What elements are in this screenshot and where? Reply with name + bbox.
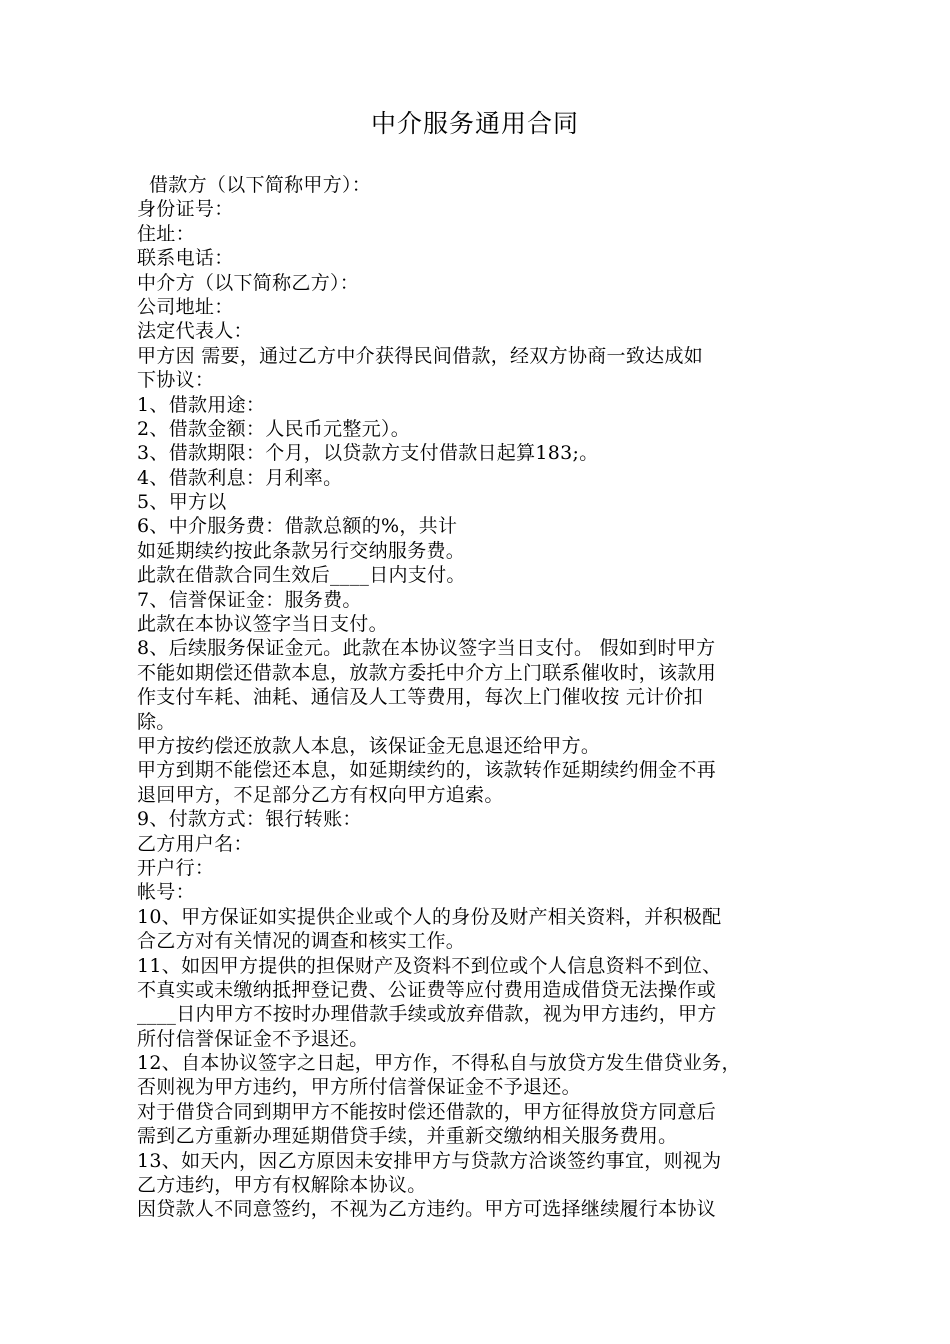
text-line: 甲方按约偿还放款人本息，该保证金无息退还给甲方。 <box>137 734 601 757</box>
text-line: 甲方因 需要，通过乙方中介获得民间借款，经双方协商一致达成如 <box>137 344 704 367</box>
text-line: 12、自本协议签字之日起，甲方作，不得私自与放贷方发生借贷业务， <box>137 1052 741 1075</box>
text-line: 借款方（以下简称甲方）： <box>149 174 372 196</box>
text-line: 8、后续服务保证金元。此款在本协议签字当日支付。 假如到时甲方 <box>137 637 716 660</box>
text-line: 7、信誉保证金：服务费。 <box>137 588 362 611</box>
text-line: 身份证号： <box>137 198 234 221</box>
text-line: 开户行： <box>137 856 215 879</box>
text-line: 13、如天内，因乙方原因未安排甲方与贷款方洽谈签约事宜，则视为 <box>137 1149 722 1172</box>
text-line: ____日内甲方不按时办理借款手续或放弃借款，视为甲方违约，甲方 <box>137 1003 717 1026</box>
text-line: 因贷款人不同意签约，不视为乙方违约。甲方可选择继续履行本协议 <box>137 1198 717 1221</box>
text-line: 乙方用户名： <box>137 832 253 855</box>
text-line: 5、甲方以 <box>137 491 227 514</box>
document-title: 中介服务通用合同 <box>370 109 579 138</box>
text-line: 所付信誉保证金不予退还。 <box>137 1027 369 1050</box>
text-line: 中介方（以下简称乙方）： <box>137 271 360 294</box>
text-line: 6、中介服务费：借款总额的%，共计 <box>137 515 458 538</box>
text-line: 2、借款金额：人民币元整元）。 <box>137 417 411 440</box>
text-line: 合乙方对有关情况的调查和核实工作。 <box>137 930 466 953</box>
text-line: 4、借款利息：月利率。 <box>137 466 343 489</box>
text-line: 住址： <box>137 222 195 245</box>
text-line: 联系电话： <box>137 247 234 270</box>
text-line: 3、借款期限：个月，以贷款方支付借款日起算183;。 <box>137 442 599 465</box>
text-line: 否则视为甲方违约，甲方所付信誉保证金不予退还。 <box>137 1076 581 1099</box>
text-line: 作支付车耗、油耗、通信及人工等费用，每次上门催收按 元计价扣 <box>137 686 704 709</box>
text-line: 9、付款方式：银行转账： <box>137 808 362 831</box>
text-line: 10、甲方保证如实提供企业或个人的身份及财产相关资料，并积极配 <box>137 905 722 928</box>
text-line: 11、如因甲方提供的担保财产及资料不到位或个人信息资料不到位、 <box>137 954 722 977</box>
text-line: 如延期续约按此条款另行交纳服务费。 <box>137 539 466 562</box>
text-line: 除。 <box>137 710 176 733</box>
text-line: 下协议： <box>137 369 215 392</box>
text-line: 帐号： <box>137 881 195 904</box>
text-line: 此款在借款合同生效后____日内支付。 <box>137 564 466 587</box>
contract-body <box>137 173 837 1222</box>
text-line: 1、借款用途： <box>137 393 266 416</box>
text-line: 对于借贷合同到期甲方不能按时偿还借款的，甲方征得放贷方同意后 <box>137 1100 717 1123</box>
text-line: 公司地址： <box>137 295 234 318</box>
text-line: 不真实或未缴纳抵押登记费、公证费等应付费用造成借贷无法操作或 <box>137 978 717 1001</box>
text-line: 法定代表人： <box>137 320 253 343</box>
text-line: 乙方违约，甲方有权解除本协议。 <box>137 1174 427 1197</box>
text-line: 此款在本协议签字当日支付。 <box>137 613 388 636</box>
text-line: 退回甲方，不足部分乙方有权向甲方追索。 <box>137 783 504 806</box>
text-line: 不能如期偿还借款本息，放款方委托中介方上门联系催收时，该款用 <box>137 661 717 684</box>
text-line: 需到乙方重新办理延期借贷手续，并重新交缴纳相关服务费用。 <box>137 1125 678 1148</box>
text-line: 甲方到期不能偿还本息，如延期续约的，该款转作延期续约佣金不再 <box>137 759 717 782</box>
